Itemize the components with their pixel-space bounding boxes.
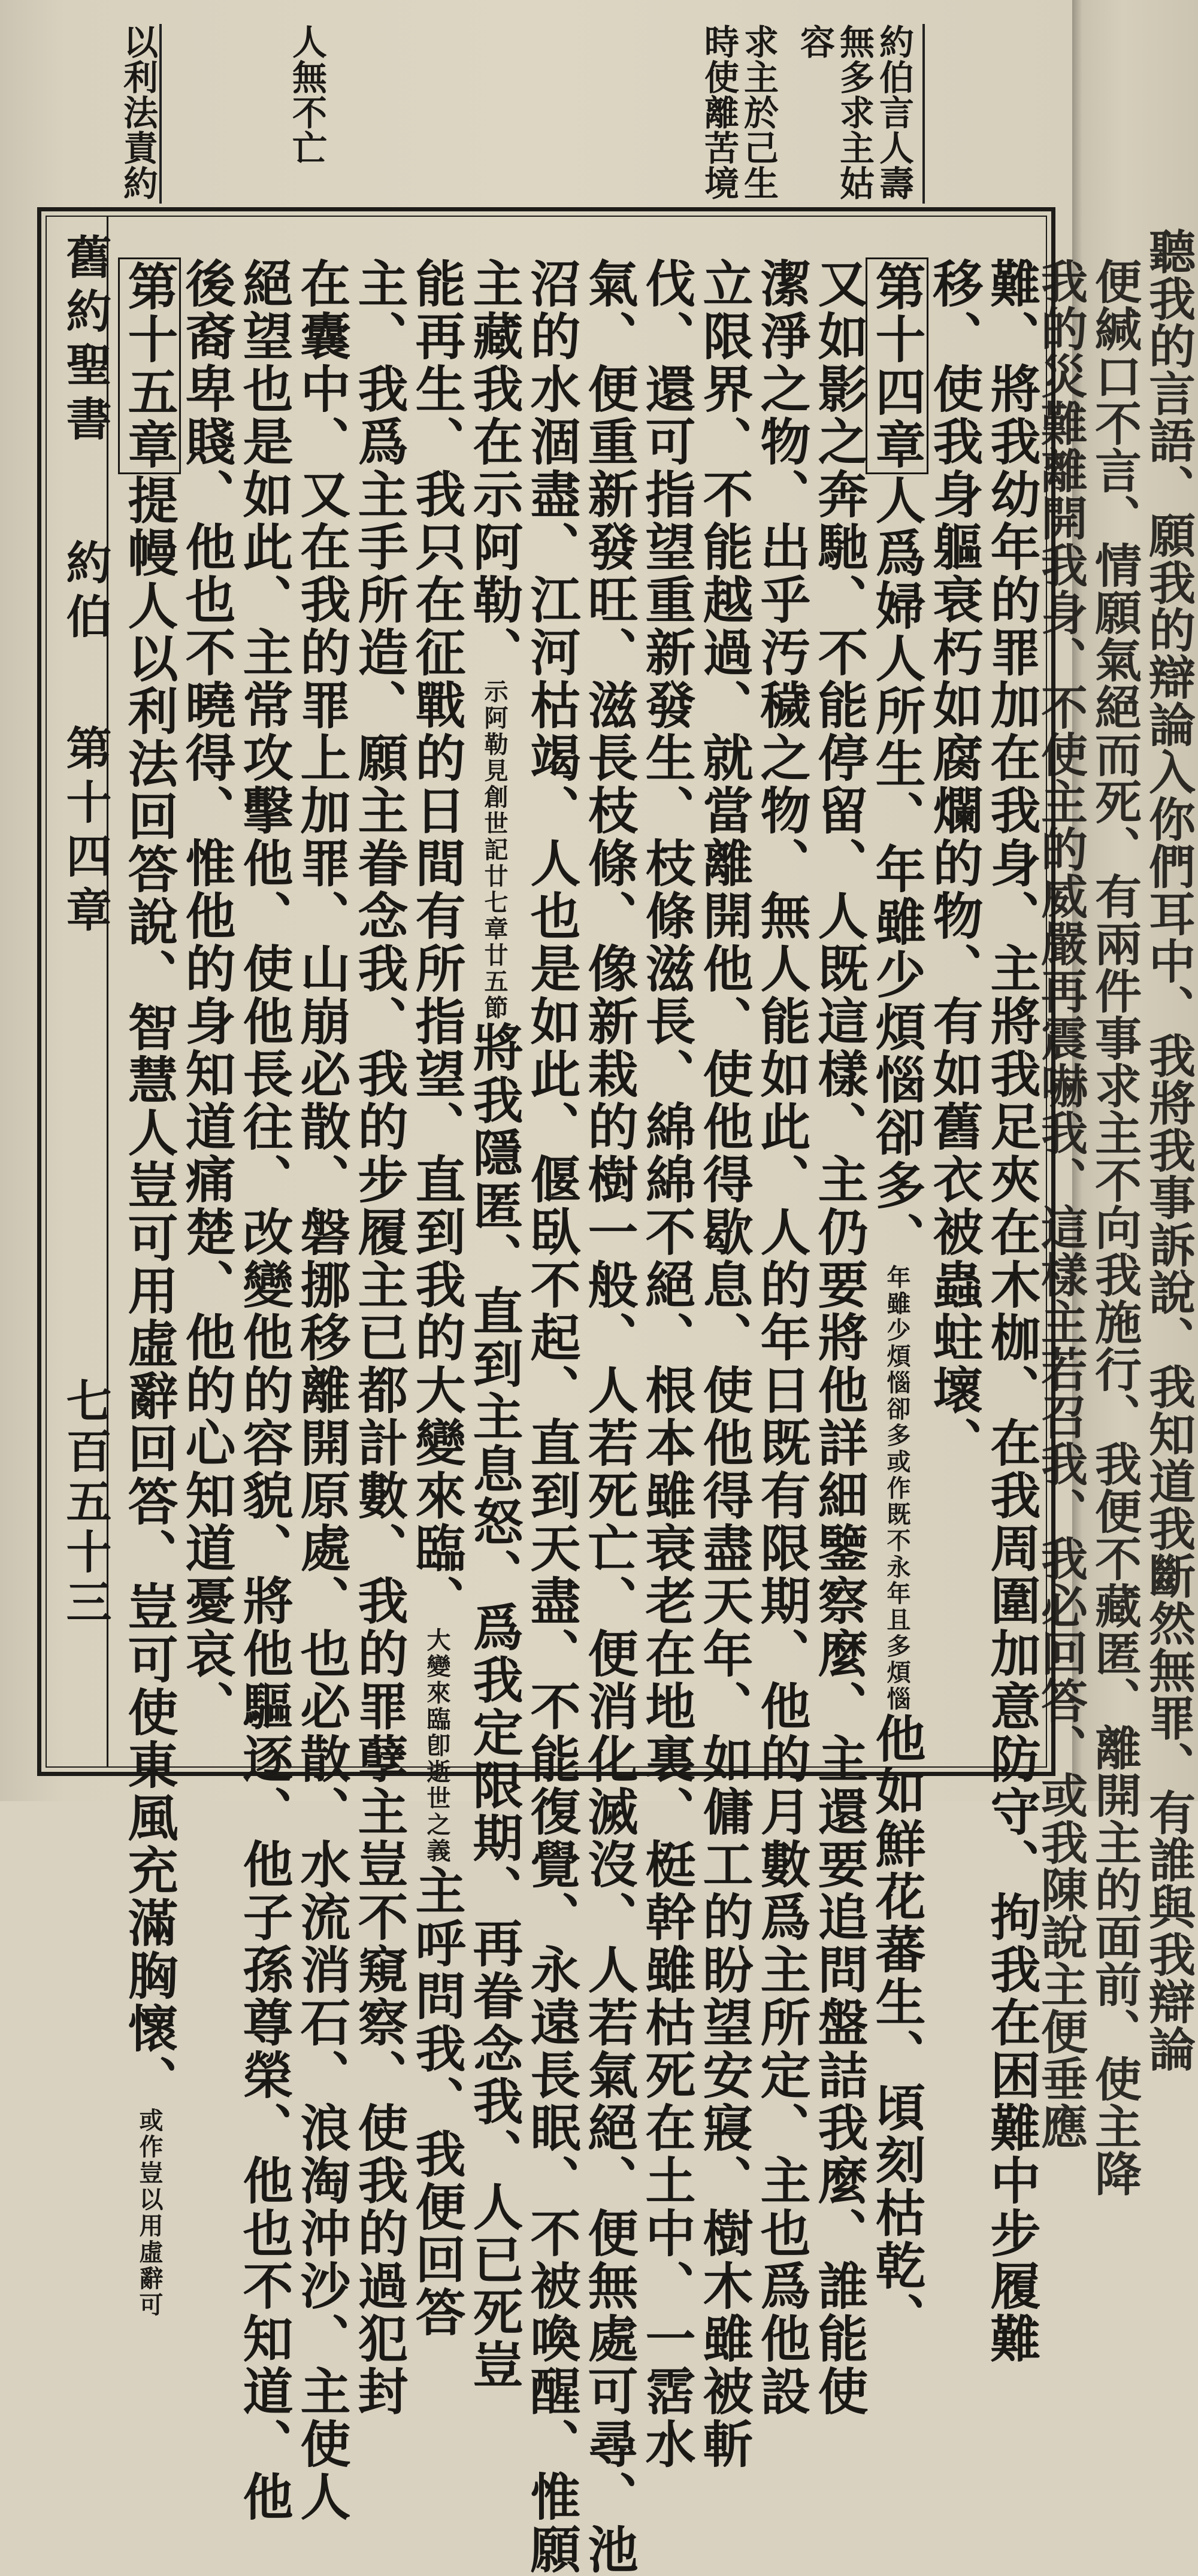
chapter-heading: 第十四章 bbox=[866, 257, 928, 474]
book-title: 舊約聖書 bbox=[59, 234, 112, 449]
verse-note: 或作豈以用虛辭可 bbox=[135, 2108, 164, 2319]
adjacent-text-column: 便緘口不言、情願氣絕而死、有兩件事求主不向我施行、我便不藏匿、離開主的面前、使主降 bbox=[1087, 257, 1142, 2197]
margin-note: 求主於己生 bbox=[738, 24, 779, 201]
note-divider bbox=[159, 24, 162, 204]
chapter-heading: 第十五章 bbox=[118, 257, 181, 474]
margin-note: 約伯言人壽 bbox=[873, 24, 914, 201]
text-column: 難、將我幼年的罪加在我身、主將我足夾在木枷、在我周圍加意防守、拘我在困難中步履難 bbox=[982, 257, 1042, 2365]
margin-note: 容 bbox=[794, 24, 835, 59]
margin-note: 人無不亡 bbox=[286, 24, 327, 165]
margin-note: 以利法責約 bbox=[117, 24, 158, 201]
text-column: 在囊中、又在我的罪上加罪、山崩必散、磐挪移離開原處、也必散、水流消石、浪淘沖沙、主使人 bbox=[292, 257, 352, 2523]
text-column: 後裔卑賤、他也不曉得、惟他的身知道痛楚、他的心知道憂哀、 bbox=[177, 257, 237, 1733]
text-column: 移、使我身軀衰朽如腐爛的物、有如舊衣被蟲蛀壞、 bbox=[925, 257, 984, 1469]
verse-text: 能再生、我只在征戰的日間有所指望、直到我的大變來臨、 bbox=[407, 257, 467, 1628]
text-column bbox=[462, 257, 526, 2392]
text-column: 氣、便重新發旺、滋長枝條、像新栽的樹一般、人若死亡、便消化滅沒、人若氣絕、便無處可尋、池 bbox=[580, 257, 639, 2576]
verse-text: 他如鮮花蕃生、頃刻枯乾、 bbox=[867, 1713, 927, 2345]
adjacent-text-column: 我的災難離開我身、不使主的威嚴再震嚇我、這樣主若召我、我必回答、或我陳說主便垂應 bbox=[1033, 257, 1088, 2150]
text-column: 立限界、不能越過、就當離開他、使他得歇息、使他得盡天年、如傭工的盼望安寢、樹木雖被斬 bbox=[695, 257, 754, 2471]
verse-text: 主藏我在示阿勒、 bbox=[465, 257, 524, 679]
chapter-label: 第十四章 bbox=[59, 725, 112, 940]
text-column: 又如影之奔馳、不能停留、人既這樣、主仍要將他詳細鑒察麼、主還要追問盤詰我麼、誰能使 bbox=[810, 257, 869, 2418]
book-name: 約伯 bbox=[59, 539, 112, 647]
verse-text: 提幔人以利法回答說、智慧人豈可用虛辭回答、豈可使東風充滿胸懷、 bbox=[120, 474, 179, 2108]
margin-note: 時使離苦境 bbox=[698, 24, 739, 201]
verse-text: 主呼問我、我便回答 bbox=[407, 1865, 467, 2339]
text-column: 沼的水涸盡、江河枯竭、人也是如此、偃臥不起、直到天盡、不能復覺、永遠長眠、不被喚醒、惟願 bbox=[522, 257, 582, 2576]
text-column: 主、我爲主手所造、願主眷念我、我的步履主已都計數、我的罪孽主豈不窺察、使我的過犯封 bbox=[350, 257, 409, 2418]
note-divider bbox=[922, 24, 925, 204]
text-column bbox=[865, 257, 928, 2345]
text-column bbox=[405, 257, 468, 2339]
verse-note: 年雖少煩惱卻多或作既不永年且多煩惱 bbox=[883, 1265, 911, 1713]
adjacent-text-column: 聽我的言語、願我的辯論入你們耳中、我將我事訴說、我知道我斷然無罪、有誰與我辯論 bbox=[1141, 228, 1196, 2072]
margin-note: 無多求主姑 bbox=[834, 24, 875, 201]
verse-text: 人爲婦人所生、年雖少煩惱卻多、 bbox=[867, 474, 927, 1265]
verse-note: 示阿勒見創世記廿七章廿五節 bbox=[480, 679, 509, 1022]
text-column: 伐、還可指望重新發生、枝條滋長、綿綿不絕、根本雖衰老在地裏、梃幹雖枯死在土中、一霑水 bbox=[637, 257, 697, 2471]
verse-text: 將我隱匿、直到主息怒、爲我定限期、再眷念我、人已死豈 bbox=[465, 1022, 524, 2392]
page-number: 七百五十三 bbox=[59, 1377, 112, 1629]
text-column: 潔淨之物、出乎汚穢之物、無人能如此、人的年日既有限期、他的月數爲主所定、主也爲他設 bbox=[752, 257, 812, 2418]
text-column: 絕望也是如此、主常攻擊他、使他長往、改變他的容貌、將他驅逐、他子孫尊榮、他也不知道、他 bbox=[235, 257, 294, 2523]
bleed-through bbox=[575, 30, 620, 61]
verse-note: 大變來臨卽逝世之義 bbox=[423, 1628, 451, 1865]
text-column bbox=[117, 257, 181, 2319]
adjacent-page bbox=[1033, 0, 1198, 2197]
